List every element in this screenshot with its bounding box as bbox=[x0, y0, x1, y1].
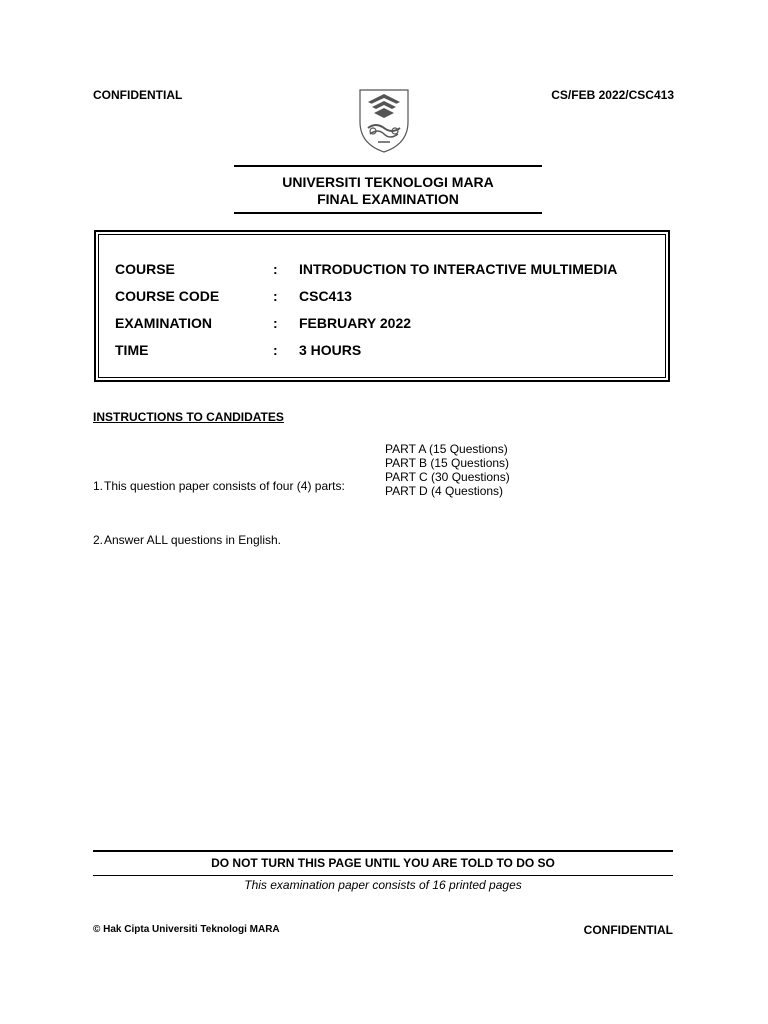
instruction-item-2 bbox=[93, 533, 281, 547]
footer-warning: DO NOT TURN THIS PAGE UNTIL YOU ARE TOLD TO DO SO bbox=[211, 856, 555, 870]
examination-separator: : bbox=[273, 315, 278, 331]
course-details-box bbox=[94, 230, 670, 382]
footer-top-rule bbox=[93, 850, 673, 852]
part-b: PART B (15 Questions) bbox=[385, 456, 510, 470]
header-confidential: CONFIDENTIAL bbox=[93, 88, 183, 102]
instruction-number: 1. bbox=[93, 479, 104, 493]
instruction-text: This question paper consists of four (4) parts: bbox=[104, 479, 345, 493]
university-name: UNIVERSITI TEKNOLOGI MARA bbox=[282, 174, 494, 190]
footer-confidential: CONFIDENTIAL bbox=[583, 923, 673, 937]
page-count-note: This examination paper consists of 16 printed pages bbox=[244, 878, 522, 892]
time-separator: : bbox=[273, 342, 278, 358]
parts-list bbox=[385, 442, 510, 498]
part-a: PART A (15 Questions) bbox=[385, 442, 508, 456]
course-label: COURSE bbox=[115, 261, 175, 277]
time-value: 3 HOURS bbox=[299, 342, 362, 358]
course-code-value: CSC413 bbox=[299, 288, 352, 304]
course-code-label: COURSE CODE bbox=[115, 288, 220, 304]
course-separator: : bbox=[273, 261, 278, 277]
header-paper-code: CS/FEB 2022/CSC413 bbox=[551, 88, 674, 102]
part-c: PART C (30 Questions) bbox=[385, 470, 510, 484]
title-top-rule bbox=[234, 165, 542, 167]
instruction-number: 2. bbox=[93, 533, 104, 547]
university-crest-icon bbox=[354, 84, 414, 154]
part-d: PART D (4 Questions) bbox=[385, 484, 504, 498]
exam-type: FINAL EXAMINATION bbox=[317, 191, 459, 207]
instruction-item-1 bbox=[93, 479, 345, 493]
copyright-notice: © Hak Cipta Universiti Teknologi MARA bbox=[93, 924, 280, 935]
course-value: INTRODUCTION TO INTERACTIVE MULTIMEDIA bbox=[299, 261, 618, 277]
instruction-text: Answer ALL questions in English. bbox=[104, 533, 281, 547]
instructions-heading: INSTRUCTIONS TO CANDIDATES bbox=[93, 410, 284, 424]
footer-mid-rule bbox=[93, 875, 673, 876]
exam-title bbox=[234, 174, 542, 208]
examination-value: FEBRUARY 2022 bbox=[299, 315, 412, 331]
course-code-separator: : bbox=[273, 288, 278, 304]
examination-label: EXAMINATION bbox=[115, 315, 212, 331]
time-label: TIME bbox=[115, 342, 149, 358]
title-bottom-rule bbox=[234, 212, 542, 214]
